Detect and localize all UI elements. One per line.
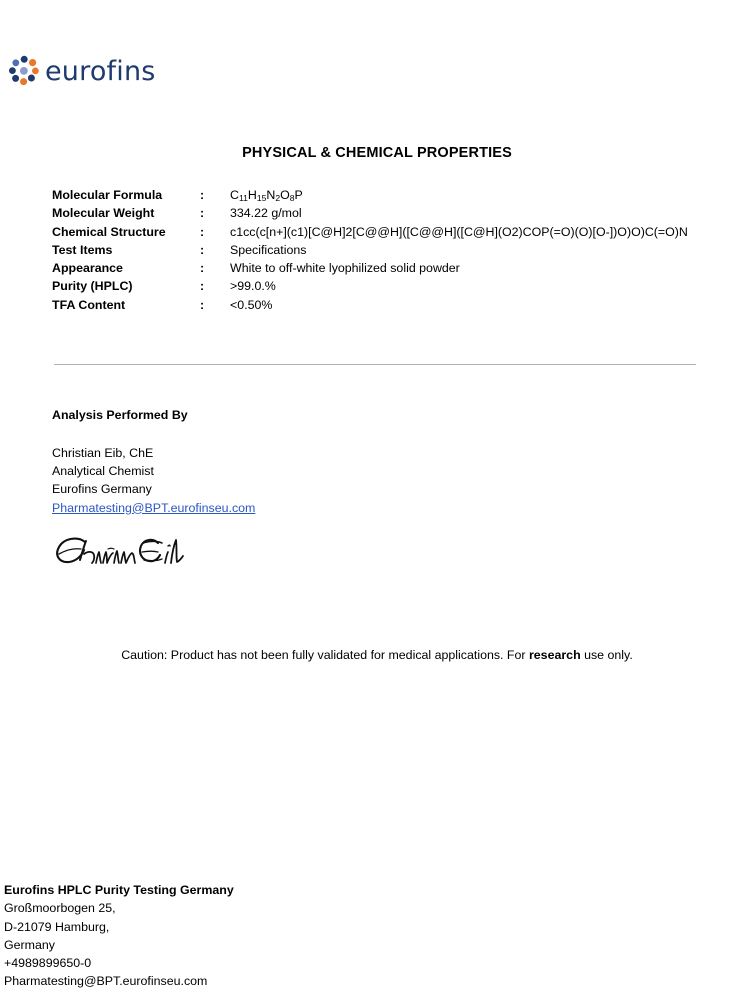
property-value: <0.50% [230, 297, 273, 312]
property-label: Purity (HPLC) [52, 279, 133, 294]
property-row [52, 298, 752, 316]
analyst-role: Analytical Chemist [52, 464, 154, 479]
eurofins-logo [8, 55, 156, 87]
property-row [52, 188, 752, 206]
property-value: c1cc(c[n+](c1)[C@H]2[C@@H]([C@@H]([C@H](O2)COP(=O)(O)[O-])O)O)C(=O)N [230, 224, 688, 239]
page-title: PHYSICAL & CHEMICAL PROPERTIES [242, 145, 512, 161]
property-row [52, 261, 752, 279]
signature-image [50, 532, 190, 580]
property-separator: : [200, 242, 205, 257]
property-value: >99.0.% [230, 279, 276, 294]
footer-company-name: Eurofins HPLC Purity Testing Germany [4, 883, 234, 897]
property-row [52, 243, 752, 261]
property-value: 334.22 g/mol [230, 206, 302, 221]
property-separator: : [200, 279, 205, 294]
property-row [52, 225, 752, 243]
footer-street: Großmoorbogen 25, [4, 901, 116, 916]
caution-emphasis: research [528, 648, 581, 662]
property-separator: : [200, 224, 205, 239]
footer-city: D-21079 Hamburg, [4, 919, 110, 934]
caution-note [0, 648, 754, 662]
analyst-organization: Eurofins Germany [52, 482, 152, 497]
property-value: Specifications [230, 242, 307, 257]
property-label: TFA Content [52, 297, 126, 312]
property-label: Chemical Structure [52, 224, 166, 239]
property-separator: : [200, 297, 205, 312]
property-label: Molecular Weight [52, 206, 155, 221]
section-divider [54, 364, 696, 365]
property-value: White to off-white lyophilized solid powder [230, 261, 460, 276]
analysis-heading: Analysis Performed By [52, 408, 188, 422]
caution-prefix: Caution: Product has not been fully validated for medical applications. For [121, 648, 529, 662]
eurofins-dots-logo [8, 55, 40, 87]
caution-suffix: use only. [580, 648, 633, 662]
eurofins-wordmark: eurofins [45, 55, 156, 87]
footer-email: Pharmatesting@BPT.eurofinseu.com [4, 974, 208, 989]
analyst-name: Christian Eib, ChE [52, 446, 154, 460]
property-separator: : [200, 261, 205, 276]
property-label: Molecular Formula [52, 188, 163, 202]
footer-address-block [4, 881, 234, 991]
property-label: Test Items [52, 242, 113, 257]
properties-table [52, 188, 752, 316]
footer-country: Germany [4, 937, 55, 952]
property-value-formula: $C_{11}H_{15}N_2O_8P$ [230, 188, 303, 203]
analyst-email-link[interactable]: Pharmatesting@BPT.eurofinseu.com [52, 500, 256, 515]
property-separator: : [200, 206, 205, 221]
property-separator: : [200, 188, 205, 202]
property-label: Appearance [52, 261, 123, 276]
analysis-performed-by-section [52, 408, 255, 517]
footer-phone: +4989899650-0 [4, 956, 92, 971]
property-row [52, 279, 752, 297]
property-row [52, 206, 752, 224]
